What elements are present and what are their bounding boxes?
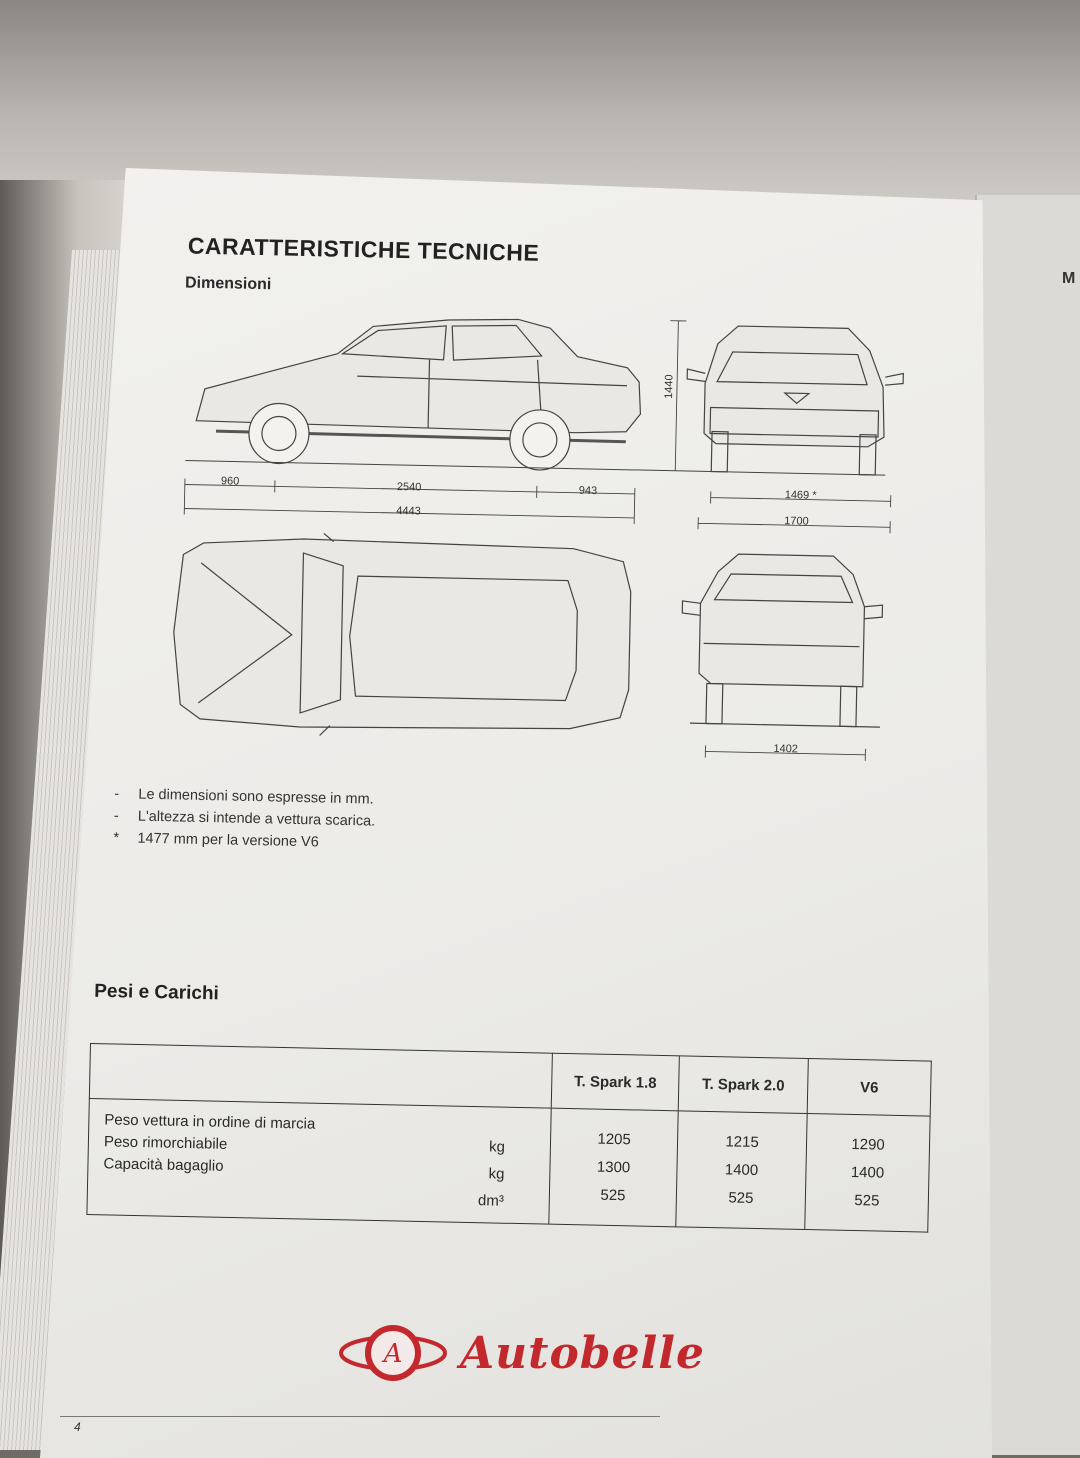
section-dimensions-title: Dimensioni	[184, 274, 272, 294]
page-title: CARATTERISTICHE TECNICHE	[187, 232, 540, 266]
dimension-notes	[113, 783, 376, 854]
footer-rule	[60, 1416, 660, 1417]
note-item: - L'altezza si intende a vettura scarica.	[113, 808, 376, 830]
row-label: Capacità bagaglio	[103, 1155, 224, 1175]
rear-view-illustration	[680, 553, 884, 727]
row-label: Peso vettura in ordine di marcia	[104, 1111, 316, 1133]
section-weights-title: Pesi e Carichi	[94, 980, 220, 1005]
column-header: V6	[807, 1059, 931, 1117]
note-item: * 1477 mm per la versione V6	[113, 830, 319, 851]
svg-text:A: A	[383, 1339, 403, 1369]
dim-height: 1440	[662, 374, 676, 399]
dim-rear-overhang: 943	[578, 484, 598, 498]
dim-overall-width: 1700	[784, 515, 809, 528]
values-cell: 1215 1400 525	[676, 1111, 807, 1230]
table-body-row	[87, 1098, 930, 1232]
car-dimension-drawing	[149, 292, 919, 778]
front-view-illustration	[685, 325, 904, 475]
values-cell: 1290 1400 525	[805, 1114, 930, 1233]
note-item: - Le dimensioni sono espresse in mm.	[114, 786, 374, 808]
dim-front-overhang: 960	[220, 475, 240, 488]
weights-table	[86, 1043, 931, 1233]
facing-page-heading: M	[1062, 270, 1076, 287]
dim-front-track: 1469 *	[784, 489, 817, 502]
dim-wheelbase: 2540	[396, 480, 422, 494]
row-unit: kg	[488, 1138, 506, 1156]
row-unit: dm³	[477, 1192, 505, 1210]
row-label: Peso rimorchiabile	[103, 1133, 228, 1153]
row-labels-cell	[87, 1098, 551, 1224]
row-unit: kg	[488, 1165, 505, 1183]
values-cell: 1205 1300 525	[549, 1108, 678, 1227]
table-header-empty	[89, 1044, 552, 1109]
dim-rear-track: 1402	[773, 742, 799, 756]
page-number: 4	[74, 1420, 81, 1434]
column-header: T. Spark 1.8	[551, 1053, 679, 1111]
autobelle-logo-icon	[338, 1318, 448, 1388]
watermark-text: Autobelle	[460, 1328, 705, 1379]
dim-overall-length: 4443	[396, 504, 421, 518]
column-header: T. Spark 2.0	[678, 1056, 808, 1114]
top-view-illustration	[172, 530, 632, 742]
